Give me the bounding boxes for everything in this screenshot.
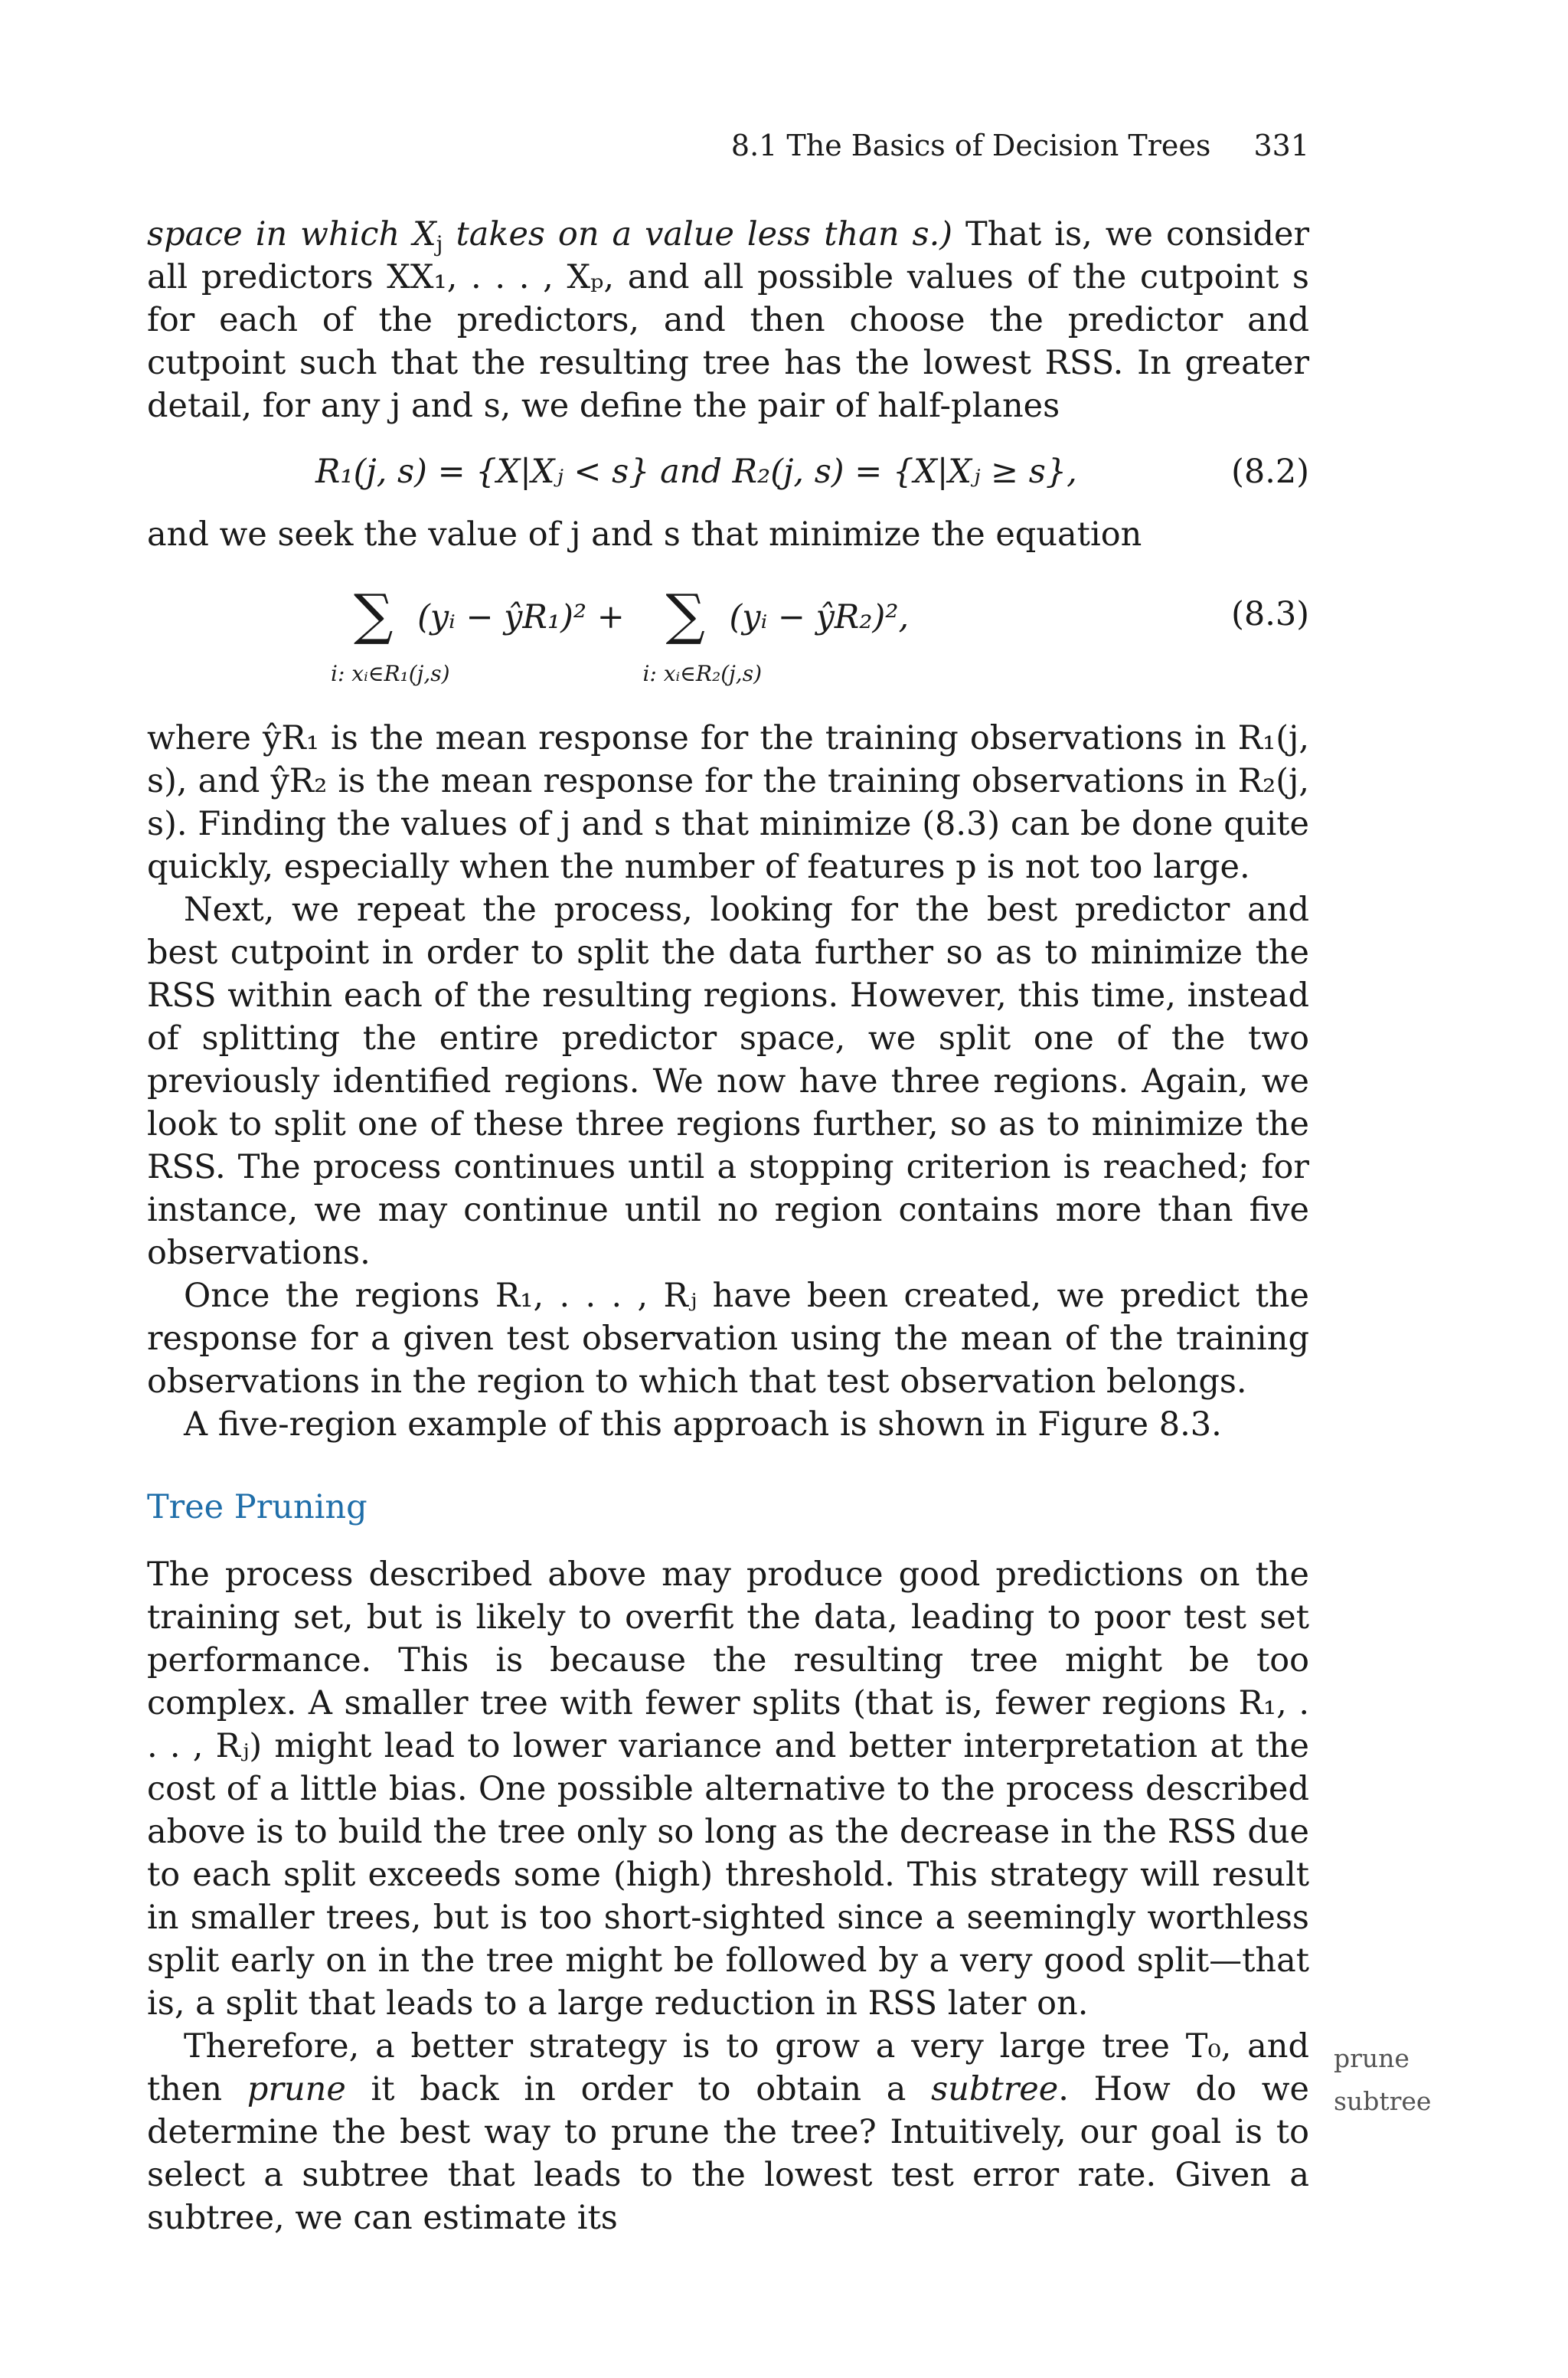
equation-8-2: [147, 427, 1309, 513]
equation-8-3: [147, 556, 1309, 717]
paragraph-5: Once the regions R₁, . . . , Rⱼ have been created, we predict the response for a given test observation using the mean of the training observations in the region to which that test observation belongs.: [147, 1277, 1309, 1401]
equation-8-2-number: (8.2): [1231, 453, 1309, 491]
paragraph-7: The process described above may produce good predictions on the training set, but is likely to overfit the data, leading to poor test set performance. This is because the resulting tree might be too complex. A smaller tree with fewer splits (that is, fewer regions R₁, . . . , Rⱼ) might lead to lower variance and better interpretation at the cost of a little bias. One possible alternative to the process described above is to build the tree only so long as the decrease in the RSS due to each split exceeds some (high) threshold. This strategy will result in smaller trees, but is too short-sighted since a seemingly worthless split early on in the tree might be followed by a very good split—that is, a split that leads to a large reduction in RSS later on.: [147, 1555, 1309, 2023]
equation-8-3-body: [331, 582, 910, 686]
page-number: 331: [1253, 129, 1309, 162]
paragraph-3: where ŷR₁ is the mean response for the training observations in R₁(j, s), and ŷR₂ is the mean response for the training observations in R₂(j, s). Finding the values of j and s that minimize (8.3) can be done quite quickly, especially when the number of features p is not too large.: [147, 719, 1309, 886]
paragraph-8-b: it back in order to obtain a: [345, 2070, 932, 2108]
equation-8-2-body: R₁(j, s) = {X|Xⱼ < s} and R₂(j, s) = {X|Xⱼ ≥ s},: [315, 453, 1077, 491]
sigma-symbol: ∑: [354, 582, 394, 646]
paragraph-6: A five-region example of this approach is shown in Figure 8.3.: [184, 1405, 1222, 1444]
paragraph-8: [147, 2025, 1309, 2239]
sum-1: [331, 582, 450, 686]
paragraph-1-text-2: , and all possible values of the cutpoint s for each of the predictors, and then choose the predictor and cutpoint such that the resulting tree has the lowest RSS. In greater detail, for any j and s, we define the pair of half-planes: [147, 258, 1310, 425]
margin-note-subtree: subtree: [1334, 2086, 1432, 2116]
main-text: [147, 213, 1309, 2239]
sigma-symbol: ∑: [665, 582, 705, 646]
paragraph-8-c: . How do we determine the best way to prune the tree? Intuitively, our goal is to select a subtree that leads to the lowest test error rate. Given a subtree, we can estimate its: [147, 2070, 1309, 2237]
sum-1-index: i: xᵢ∈R₁(j,s): [331, 661, 450, 686]
paragraph-1-text: That is, we consider all predictors X: [147, 215, 1309, 296]
sum-2-index: i: xᵢ∈R₂(j,s): [642, 661, 762, 686]
sum-2-term: (yᵢ − ŷR₂)²,: [729, 598, 910, 636]
term-prune: prune: [247, 2070, 346, 2108]
italic-sub: j: [436, 231, 443, 257]
margin-note-prune: prune: [1334, 2043, 1410, 2073]
heading-tree-pruning: Tree Pruning: [147, 1488, 368, 1526]
equation-8-3-number: (8.3): [1231, 595, 1309, 633]
sum-1-term: (yᵢ − ŷR₁)² +: [417, 598, 625, 636]
italic-lead: space in which X: [147, 215, 436, 254]
predictor-list: X₁, . . . , Xₚ: [410, 258, 604, 296]
italic-rest: takes on a value less than s.): [443, 215, 953, 254]
paragraph-1: [147, 213, 1309, 427]
sum-2: [642, 582, 762, 686]
paragraph-8-a: Therefore, a better strategy is to grow a very large tree T₀, and then: [147, 2027, 1309, 2108]
running-header: [731, 129, 1309, 162]
paragraph-4: Next, we repeat the process, looking for the best predictor and best cutpoint in order to split the data further so as to minimize the RSS within each of the resulting regions. However, this time, instead of splitting the entire predictor space, we split one of the two previously identified regions. We now have three regions. Again, we look to split one of these three regions further, so as to minimize the RSS. The process continues until a stopping criterion is reached; for instance, we may continue until no region contains more than five observations.: [147, 891, 1309, 1272]
paragraph-2: and we seek the value of j and s that minimize the equation: [147, 515, 1142, 554]
section-title: 8.1 The Basics of Decision Trees: [730, 129, 1211, 162]
term-subtree: subtree: [931, 2070, 1059, 2108]
